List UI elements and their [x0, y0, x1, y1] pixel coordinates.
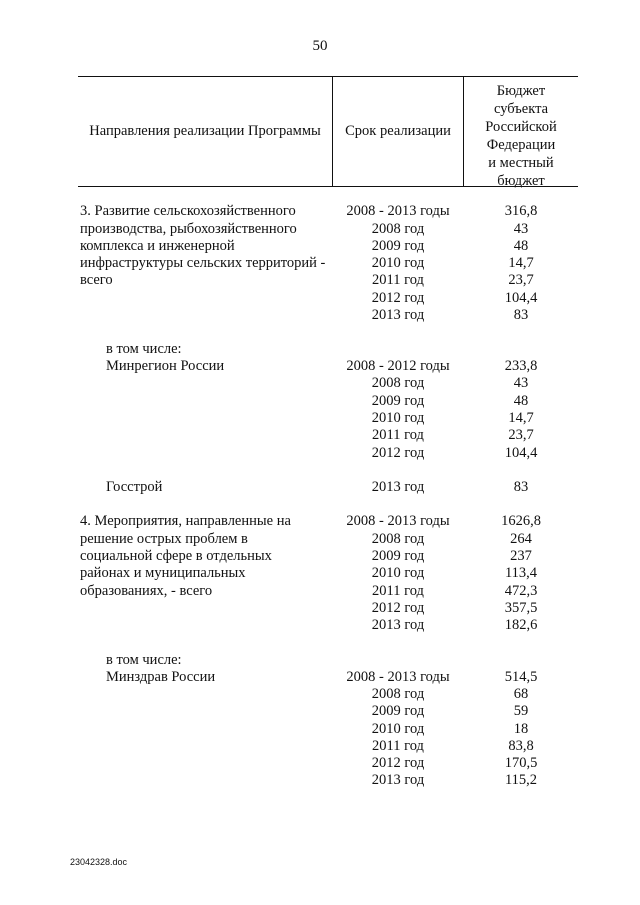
column-header-budget-line: Федерации	[486, 137, 556, 153]
row-budget-value: 357,5	[504, 600, 538, 616]
row-term: 2008 - 2012 годы	[346, 358, 450, 374]
row-term: 2013 год	[371, 617, 425, 633]
row-budget-value: 14,7	[508, 410, 534, 426]
row-direction: производства, рыбохозяйственного	[80, 221, 297, 237]
row-budget-value: 59	[513, 703, 529, 719]
row-direction: Госстрой	[106, 479, 163, 495]
row-term: 2009 год	[371, 548, 425, 564]
row-budget-value: 104,4	[504, 290, 538, 306]
row-term: 2010 год	[371, 565, 425, 581]
column-header-budget-line: Российской	[485, 119, 557, 135]
row-direction: районах и муниципальных	[80, 565, 246, 581]
row-term: 2013 год	[371, 772, 425, 788]
row-budget-value: 23,7	[508, 272, 534, 288]
column-header-budget-line: бюджет	[497, 173, 545, 189]
row-term: 2012 год	[371, 600, 425, 616]
row-budget-value: 104,4	[504, 445, 538, 461]
row-budget-value: 316,8	[504, 203, 538, 219]
row-term: 2011 год	[372, 272, 424, 288]
row-budget-value: 83	[513, 479, 529, 495]
row-budget-value: 48	[513, 238, 529, 254]
row-direction: в том числе:	[106, 341, 182, 357]
row-term: 2008 - 2013 годы	[346, 513, 450, 529]
row-direction: образованиях, - всего	[80, 583, 213, 599]
row-term: 2010 год	[371, 410, 425, 426]
row-term: 2008 год	[371, 686, 425, 702]
document-filename: 23042328.doc	[70, 857, 128, 867]
row-budget-value: 113,4	[504, 565, 538, 581]
row-term: 2011 год	[372, 427, 424, 443]
row-budget-value: 68	[513, 686, 529, 702]
row-direction: в том числе:	[106, 652, 182, 668]
row-term: 2009 год	[371, 393, 425, 409]
column-header-budget-line: и местный	[488, 155, 554, 171]
row-direction: решение острых проблем в	[80, 531, 248, 547]
row-budget-value: 43	[513, 221, 529, 237]
row-direction: Минздрав России	[106, 669, 216, 685]
row-direction: всего	[80, 272, 113, 288]
row-term: 2012 год	[371, 290, 425, 306]
column-header-budget	[464, 82, 578, 189]
row-term: 2008 год	[371, 221, 425, 237]
row-budget-value: 1626,8	[501, 513, 541, 529]
row-term: 2011 год	[372, 583, 424, 599]
row-budget-value: 83	[513, 307, 529, 323]
row-direction: комплекса и инженерной	[80, 238, 235, 254]
row-budget-value: 43	[513, 375, 529, 391]
row-budget-value: 115,2	[504, 772, 538, 788]
column-header-direction: Направления реализации Программы	[89, 123, 321, 139]
row-budget-value: 182,6	[504, 617, 538, 633]
row-budget-value: 83,8	[508, 738, 534, 754]
page-number: 50	[312, 38, 328, 54]
row-term: 2010 год	[371, 255, 425, 271]
row-direction: 4. Мероприятия, направленные на	[80, 513, 291, 529]
row-budget-value: 233,8	[504, 358, 538, 374]
row-budget-value: 170,5	[504, 755, 538, 771]
column-header-budget-line: Бюджет	[496, 83, 546, 99]
row-budget-value: 237	[510, 548, 532, 564]
row-budget-value: 18	[513, 721, 529, 737]
column-header-budget-line: субъекта	[493, 101, 549, 117]
row-budget-value: 514,5	[504, 669, 538, 685]
row-term: 2010 год	[371, 721, 425, 737]
row-term: 2008 год	[371, 531, 425, 547]
row-direction: инфраструктуры сельских территорий -	[80, 255, 326, 271]
row-term: 2009 год	[371, 703, 425, 719]
row-term: 2013 год	[371, 479, 425, 495]
row-budget-value: 14,7	[508, 255, 534, 271]
row-term: 2011 год	[372, 738, 424, 754]
row-budget-value: 472,3	[504, 583, 538, 599]
row-term: 2009 год	[371, 238, 425, 254]
row-term: 2012 год	[371, 755, 425, 771]
row-term: 2008 - 2013 годы	[346, 669, 450, 685]
row-term: 2008 - 2013 годы	[346, 203, 450, 219]
column-header-term: Срок реализации	[345, 123, 451, 139]
row-term: 2012 год	[371, 445, 425, 461]
row-term: 2013 год	[371, 307, 425, 323]
row-direction: социальной сфере в отдельных	[80, 548, 272, 564]
row-direction: Минрегион России	[106, 358, 225, 374]
row-term: 2008 год	[371, 375, 425, 391]
row-budget-value: 23,7	[508, 427, 534, 443]
row-budget-value: 48	[513, 393, 529, 409]
row-direction: 3. Развитие сельскохозяйственного	[80, 203, 296, 219]
row-budget-value: 264	[510, 531, 532, 547]
